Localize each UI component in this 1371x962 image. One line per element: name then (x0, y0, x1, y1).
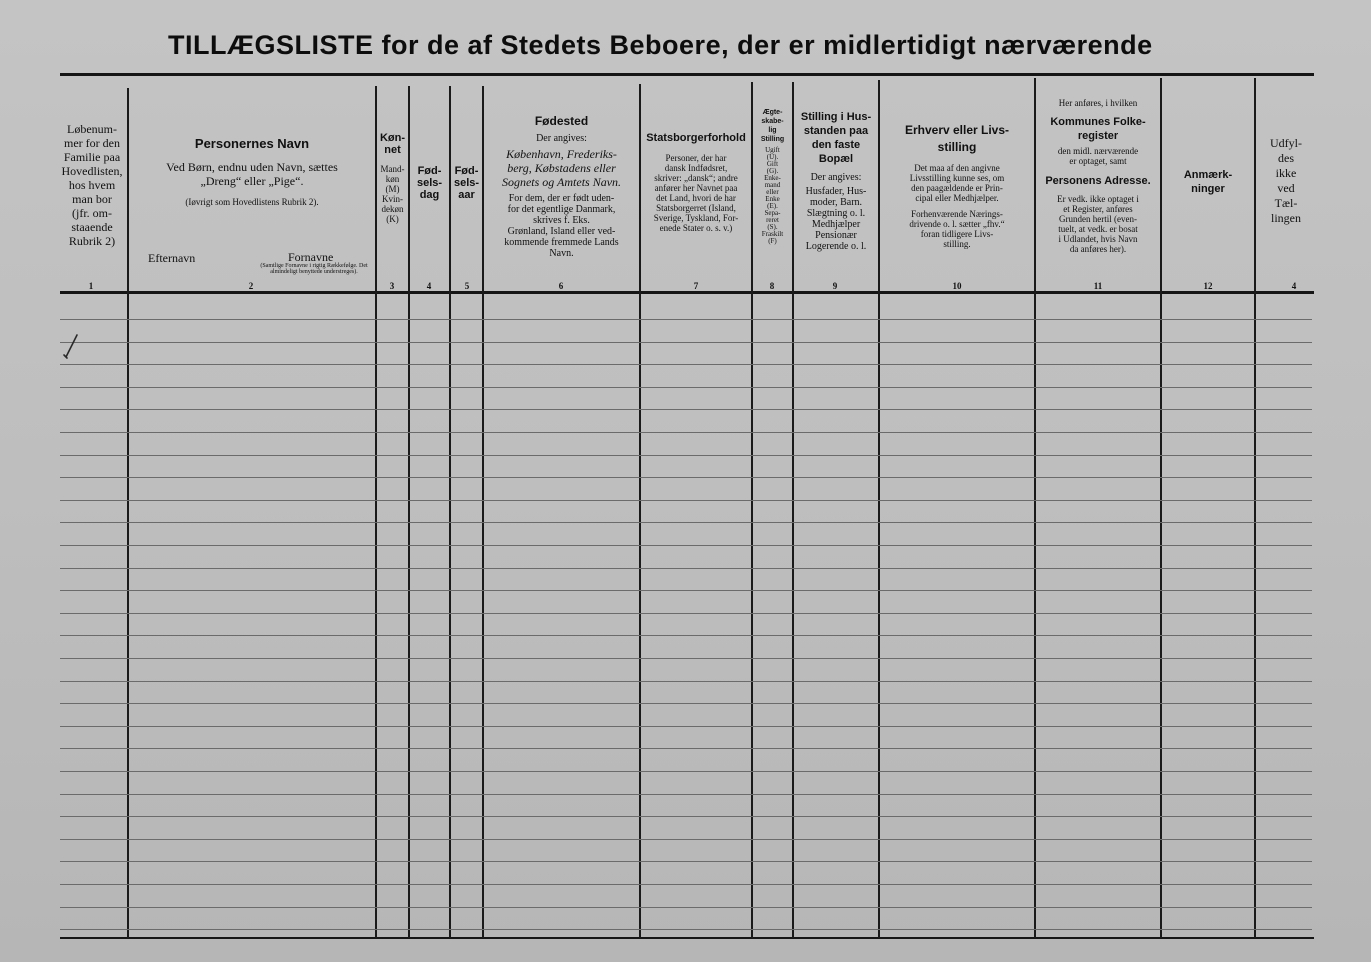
header-col-7 (641, 132, 751, 328)
header-col-8-text: Ugift (U). Gift (G). Enke- mand eller Enke (E). Sepa- reret (S). Fraskilt (F) (761, 146, 784, 245)
header-col-5 (451, 165, 482, 361)
header-col-10-text2: Forhenværende Nærings- drivende o. l. sætter „fhv.“ foran tidligere Livs- stilling. (909, 209, 1005, 249)
header-col-11-top: Her anføres, i hvilken (1058, 98, 1138, 108)
header-col-9-text: Husfader, Hus- moder, Barn. Slægtning o. l. Medhjælper Pensionær Logerende o. l. (805, 186, 867, 252)
header-col-5-heading: Fød- sels- aar (453, 165, 480, 201)
handwritten-tick-mark (62, 333, 80, 361)
entry-row-line (60, 929, 1312, 930)
header-col-6-italic: København, Frederiks- berg, Købstadens eller Sognets og Amtets Navn. (501, 147, 622, 189)
entry-row-line (60, 364, 1312, 365)
entry-row-line (60, 319, 1312, 320)
col-number-9: 9 (832, 281, 838, 291)
entry-row-line (60, 748, 1312, 749)
form-title: TILLÆGSLISTE for de af Stedets Beboere, der er midlertidigt nærværende (168, 30, 1153, 60)
header-col-10-text: Det maa af den angivne Livsstilling kunne ses, om den paagældende er Prin- cipal eller Medhjælper. (909, 163, 1005, 203)
col-number-6: 6 (558, 281, 564, 291)
entry-row-line (60, 387, 1312, 388)
col-number-2: 2 (248, 281, 254, 291)
entry-row-line (60, 522, 1312, 523)
header-col-11 (1036, 98, 1160, 294)
entry-row-line (60, 545, 1312, 546)
header-col-13-text: Udfyl- des ikke ved Tæl- lingen (1270, 136, 1302, 225)
header-col-7-text: Personer, der har dansk Indfødsret, skriver: „dansk“; andre anfører her Navnet paa det Land, hvori de har Statsborgerret (Island, Sverige, Tyskland, For- enede Stater o. s. v.) (653, 153, 739, 233)
top-rule (60, 73, 1314, 76)
entry-row-line (60, 590, 1312, 591)
header-col-3 (377, 132, 408, 328)
col-number-7: 7 (693, 281, 699, 291)
header-col-2-heading: Personernes Navn (194, 136, 310, 151)
header-col-11-mid: den midl. nærværende er optaget, samt (1057, 146, 1139, 166)
header-col-11-heading2: Personens Adresse. (1045, 175, 1151, 187)
bottom-rule (60, 937, 1314, 939)
entry-row-line (60, 839, 1312, 840)
header-col-11-text: Er vedk. ikke optaget i et Register, anføres Grunden hertil (even- tuelt, at vedk. er bosat i Udlandet, hvis Navn da anføres her). (1057, 194, 1139, 254)
entry-row-line (60, 771, 1312, 772)
col-number-13: 4 (1291, 281, 1297, 291)
header-col-2 (130, 136, 374, 332)
entry-row-line (60, 681, 1312, 682)
header-col-9-sub: Der angives: (810, 172, 862, 183)
header-col-4-heading: Fød- sels- dag (416, 165, 443, 201)
header-col-2-sub-fornavne-note: (Samtlige Fornavne i rigtig Rækkefølge. Det almindeligt benyttede understreges). (260, 263, 368, 275)
header-col-3-heading: Køn- net (379, 132, 406, 156)
header-col-12 (1162, 168, 1254, 364)
col-number-8: 8 (769, 281, 775, 291)
col-number-10: 10 (952, 281, 962, 291)
col-number-5: 5 (464, 281, 470, 291)
entry-row-line (60, 613, 1312, 614)
entry-row-line (60, 342, 1312, 343)
header-col-13 (1256, 136, 1316, 332)
header-col-2-sub-fornavne: Fornavne (288, 250, 334, 264)
header-col-9 (794, 110, 878, 306)
header-col-2-sub-efternavn: Efternavn (148, 251, 196, 265)
entry-row-line (60, 794, 1312, 795)
header-col-11-heading: Kommunes Folke- register (1050, 116, 1146, 142)
entry-row-line (60, 816, 1312, 817)
entry-row-line (60, 500, 1312, 501)
header-col-7-heading: Statsborgerforhold (646, 132, 746, 144)
entry-row-line (60, 635, 1312, 636)
header-col-1-text: Løbenum- mer for den Familie paa Hovedlisten, hos hvem man bor (jfr. om- staaende Rubrik 2) (61, 122, 123, 248)
entry-row-line (60, 884, 1312, 885)
header-col-10-heading: Erhverv eller Livs- stilling (904, 123, 1010, 154)
entry-row-line (60, 455, 1312, 456)
entry-row-line (60, 907, 1312, 908)
col-number-3: 3 (389, 281, 395, 291)
col-number-1: 1 (88, 281, 94, 291)
entry-row-line (60, 861, 1312, 862)
entry-row-line (60, 703, 1312, 704)
entry-row-line (60, 726, 1312, 727)
entry-row-line (60, 477, 1312, 478)
header-col-2-line1: Ved Børn, endnu uden Navn, sættes (166, 160, 338, 174)
header-col-2-line2: „Dreng“ eller „Pige“. (200, 174, 304, 188)
header-col-3-text: Mand- køn (M) Kvin- dekøn (K) (380, 164, 405, 224)
header-col-8-heading: Ægte- skabe- lig Stilling (760, 109, 785, 143)
entry-row-line (60, 409, 1312, 410)
header-col-4 (410, 165, 449, 361)
header-col-2-note: (Iøvrigt som Hovedlistens Rubrik 2). (185, 197, 319, 207)
header-col-6-text2: For dem, der er født uden- for det egentlige Danmark, skrives f. Eks. Grønland, Island eller ved- kommende fremmede Lands Navn. (504, 193, 619, 259)
header-col-12-heading: Anmærk- ninger (1183, 169, 1233, 195)
header-col-9-heading: Stilling i Hus- standen paa den faste Bopæl (800, 111, 872, 165)
header-col-8 (753, 108, 792, 304)
header-col-6-sub: Der angives: (536, 133, 587, 144)
entry-row-line (60, 658, 1312, 659)
col-number-11: 11 (1093, 281, 1103, 291)
header-col-6-heading: Fødested (534, 114, 589, 128)
col-number-12: 12 (1203, 281, 1213, 291)
entry-row-line (60, 568, 1312, 569)
col-number-4: 4 (426, 281, 432, 291)
entry-row-line (60, 432, 1312, 433)
